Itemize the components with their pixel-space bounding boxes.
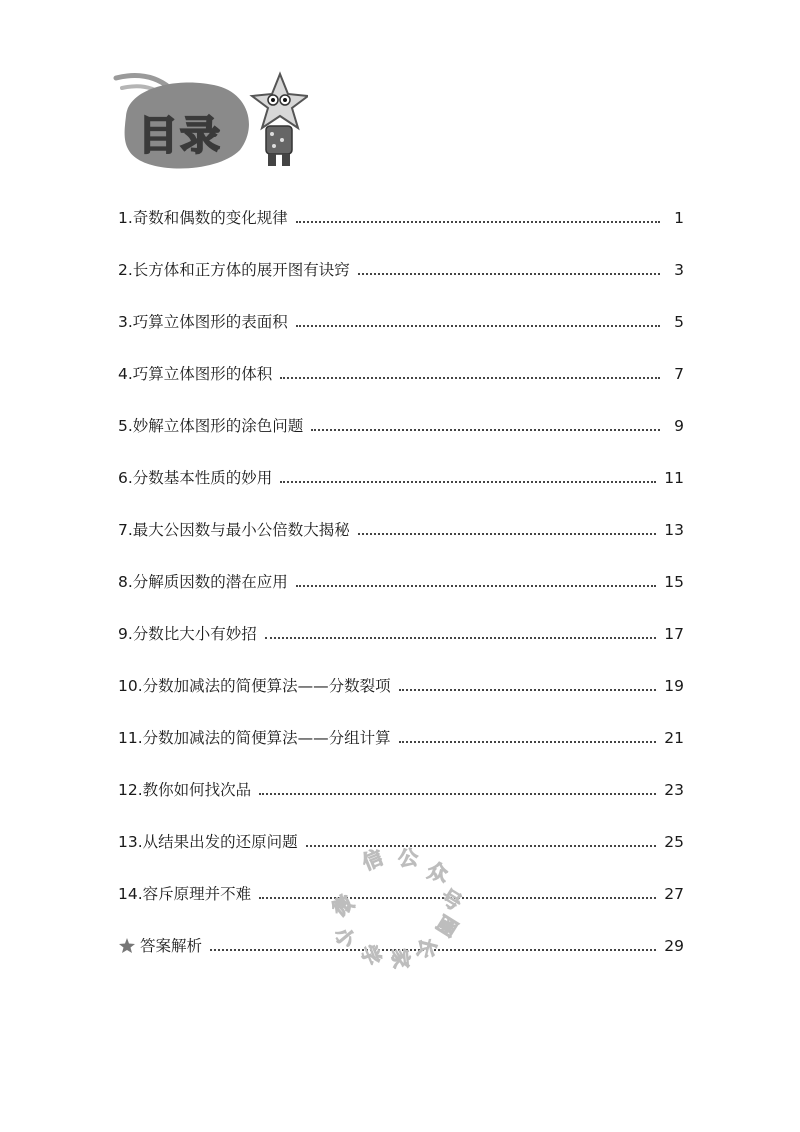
watermark-char: 信	[358, 845, 387, 875]
toc-entry-text: 分解质因数的潜在应用	[132, 573, 288, 591]
dot-leader	[311, 429, 660, 431]
watermark-char: 圈	[431, 910, 463, 941]
toc-header	[108, 66, 308, 176]
dot-leader	[358, 273, 660, 275]
toc-item[interactable]	[118, 592, 684, 644]
toc-entry-page: 29	[664, 937, 684, 955]
toc-entry-page: 17	[664, 625, 684, 643]
toc-entry-title	[118, 884, 251, 904]
dot-leader	[399, 689, 657, 691]
toc-entry-title	[118, 208, 288, 228]
toc-entry-page: 9	[674, 417, 684, 435]
toc-item[interactable]	[118, 280, 684, 332]
toc-entry-title	[118, 936, 202, 956]
toc-entry-text: 分数比大小有妙招	[132, 625, 257, 643]
toc-entry-page: 5	[674, 313, 684, 331]
star-icon	[118, 938, 136, 954]
toc-entry-page: 21	[664, 729, 684, 747]
toc-entry-number: 8.	[118, 573, 133, 591]
toc-entry-text: 最大公因数与最小公倍数大揭秘	[132, 521, 350, 539]
toc-entry-text: 分数基本性质的妙用	[132, 469, 273, 487]
toc-entry-title	[118, 260, 350, 280]
toc-entry-number: 7.	[118, 521, 133, 539]
toc-entry-number: 9.	[118, 625, 133, 643]
watermark-char: 学	[355, 941, 386, 969]
toc-entry-number: 12.	[118, 781, 143, 799]
watermark-char: 号	[436, 884, 467, 916]
toc-entry-title	[118, 624, 257, 644]
dot-leader	[399, 741, 657, 743]
toc-entry-title	[118, 416, 303, 436]
toc-item[interactable]	[118, 540, 684, 592]
toc-entry-page: 27	[664, 885, 684, 903]
toc-entry-page: 11	[664, 469, 684, 487]
toc-entry-title	[118, 468, 272, 488]
toc-entry-page: 3	[674, 261, 684, 279]
toc-entry-page: 19	[664, 677, 684, 695]
toc-item[interactable]	[118, 176, 684, 228]
toc-entry-title	[118, 728, 391, 748]
toc-item[interactable]	[118, 228, 684, 280]
toc-entry-number: 11.	[118, 729, 143, 747]
dot-leader	[280, 377, 660, 379]
toc-entry-number: 10.	[118, 677, 143, 695]
watermark	[322, 842, 472, 970]
toc-entry-title	[118, 312, 288, 332]
toc-entry-number: 3.	[118, 313, 133, 331]
toc-entry-text: 巧算立体图形的表面积	[132, 313, 288, 331]
toc-item[interactable]	[118, 644, 684, 696]
toc-entry-number: 13.	[118, 833, 143, 851]
toc-entry-text: 奇数和偶数的变化规律	[132, 209, 288, 227]
toc-entry-title	[118, 572, 288, 592]
toc-item[interactable]	[118, 384, 684, 436]
toc-entry-number: 1.	[118, 209, 133, 227]
toc-entry-number: 14.	[118, 885, 143, 903]
dot-leader	[265, 637, 656, 639]
toc-entry-text: 分数加减法的简便算法——分组计算	[142, 729, 391, 747]
toc-entry-page: 1	[674, 209, 684, 227]
toc-item[interactable]	[118, 488, 684, 540]
dot-leader	[280, 481, 656, 483]
toc-item[interactable]	[118, 748, 684, 800]
toc-entry-page: 25	[664, 833, 684, 851]
toc-entry-page: 15	[664, 573, 684, 591]
page-title: 目录	[138, 113, 222, 159]
toc-entry-text: 容斥原理并不难	[142, 885, 252, 903]
watermark-char: 公	[397, 845, 419, 871]
toc-entry-number: 6.	[118, 469, 133, 487]
toc-item[interactable]	[118, 696, 684, 748]
toc-entry-page: 23	[664, 781, 684, 799]
toc-entry-number: 2.	[118, 261, 133, 279]
toc-entry-title	[118, 832, 298, 852]
toc-entry-title	[118, 780, 251, 800]
toc-entry-text: 巧算立体图形的体积	[132, 365, 273, 383]
toc-entry-title	[118, 676, 391, 696]
table-of-contents	[118, 176, 684, 956]
toc-entry-number: 4.	[118, 365, 133, 383]
toc-entry-page: 7	[674, 365, 684, 383]
toc-entry-title	[118, 520, 350, 540]
dot-leader	[296, 585, 656, 587]
toc-entry-number: 5.	[118, 417, 133, 435]
dot-leader	[259, 793, 656, 795]
toc-entry-text: 长方体和正方体的展开图有诀窍	[132, 261, 350, 279]
dot-leader	[358, 533, 656, 535]
star-mascot-icon	[252, 74, 308, 166]
toc-item[interactable]	[118, 436, 684, 488]
toc-entry-text: 妙解立体图形的涂色问题	[132, 417, 304, 435]
toc-entry-text: 从结果出发的还原问题	[142, 833, 298, 851]
dot-leader	[296, 221, 660, 223]
watermark-char: 小	[329, 922, 361, 953]
watermark-char: 长	[412, 935, 441, 961]
toc-entry-page: 13	[664, 521, 684, 539]
toc-entry-title	[118, 364, 272, 384]
watermark-char: 家	[387, 947, 414, 970]
toc-entry-text: 答案解析	[140, 937, 203, 955]
toc-entry-text: 教你如何找次品	[142, 781, 252, 799]
toc-entry-text: 分数加减法的简便算法——分数裂项	[142, 677, 391, 695]
watermark-char: 众	[425, 857, 451, 887]
toc-item[interactable]	[118, 332, 684, 384]
watermark-char: 微	[327, 890, 359, 922]
dot-leader	[296, 325, 660, 327]
